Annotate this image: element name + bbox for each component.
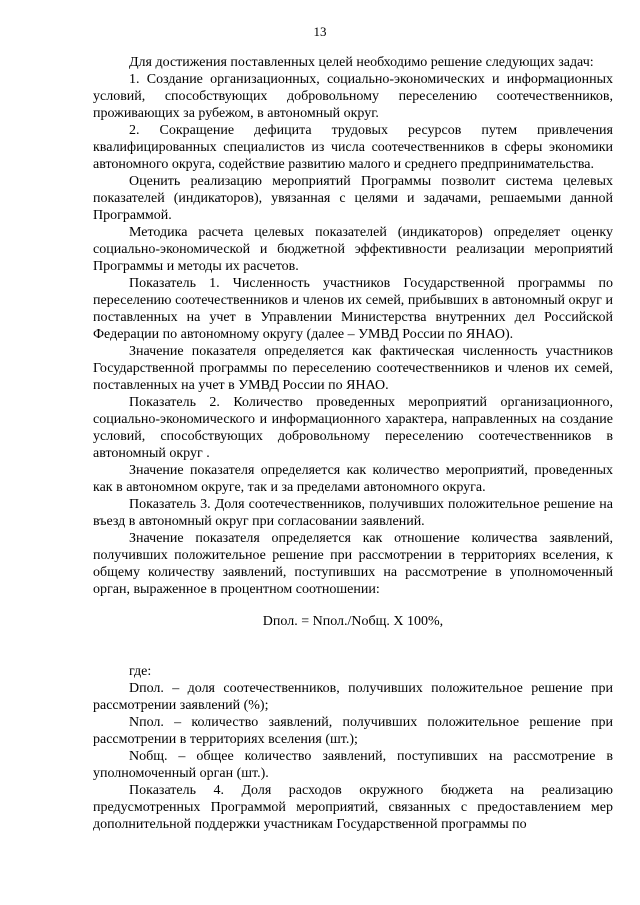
formula: Dпол. = Nпол./Nобщ. X 100%, [262,614,444,629]
document-body [93,54,613,833]
paragraph-indicator-2-value: Значение показателя определяется как количество мероприятий, проведенных как в автономном округе, так и за пределами автономного округа. [93,463,613,495]
paragraph-indicator-1: Показатель 1. Численность участников Государственной программы по переселению соотечественников и членов их семей, прибывших в автономный округ и поставленных на учет в Управлении Министерства внутренних дел Российской Федерации по автономному округу (далее – УМВД России по ЯНАО). [93,276,613,342]
paragraph-indicator-4: Показатель 4. Доля расходов окружного бюджета на реализацию предусмотренных Программой мероприятий, связанных с предоставлением мер дополнительной поддержки участникам Государственной программы по [93,783,613,832]
paragraph-indicator-3-value: Значение показателя определяется как отношение количества заявлений, получивших положительное решение при рассмотрении в территориях вселения, к общему количеству заявлений, поступивших на рассмотрение в уполномоченный орган, выраженное в процентном соотношении: [93,531,613,597]
paragraph-goals-intro: Для достижения поставленных целей необходимо решение следующих задач: [129,55,594,70]
paragraph-indicator-2: Показатель 2. Количество проведенных мероприятий организационного, социально-экономического и информационного характера, направленных на создание условий, способствующих добровольному переселению соотечественников в автономный округ . [93,395,613,461]
definition-npol: Nпол. – количество заявлений, получивших положительное решение при рассмотрении в территориях вселения (шт.); [93,715,613,747]
paragraph-methodology: Методика расчета целевых показателей (индикаторов) определяет оценку социально-экономической и бюджетной эффективности реализации мероприятий Программы и методы их расчетов. [93,225,613,274]
page-number: 13 [313,24,327,39]
definition-nobsh: Nобщ. – общее количество заявлений, поступивших на рассмотрение в уполномоченный орган (шт.). [93,749,613,781]
paragraph-indicator-system: Оценить реализацию мероприятий Программы позволит система целевых показателей (индикаторов), увязанная с целями и задачами, решаемыми данной Программой. [93,174,613,223]
definition-dpol: Dпол. – доля соотечественников, получивших положительное решение при рассмотрении заявлений (%); [93,681,613,713]
paragraph-indicator-3: Показатель 3. Доля соотечественников, получивших положительное решение на въезд в автономный округ при согласовании заявлений. [93,497,613,529]
paragraph-indicator-1-value: Значение показателя определяется как фактическая численность участников Государственной программы по переселению соотечественников и членов их семей, поставленных на учет в УМВД России по ЯНАО. [93,344,613,393]
paragraph-task-1: 1. Создание организационных, социально-экономических и информационных условий, способствующих добровольному переселению соотечественников, проживающих за рубежом, в автономный округ. [93,72,613,121]
paragraph-task-2: 2. Сокращение дефицита трудовых ресурсов путем привлечения квалифицированных специалистов из числа соотечественников в сферы экономики автономного округа, содействие развитию малого и среднего предпринимательства. [93,123,613,172]
spacer [93,646,613,663]
where-label: где: [129,664,152,679]
